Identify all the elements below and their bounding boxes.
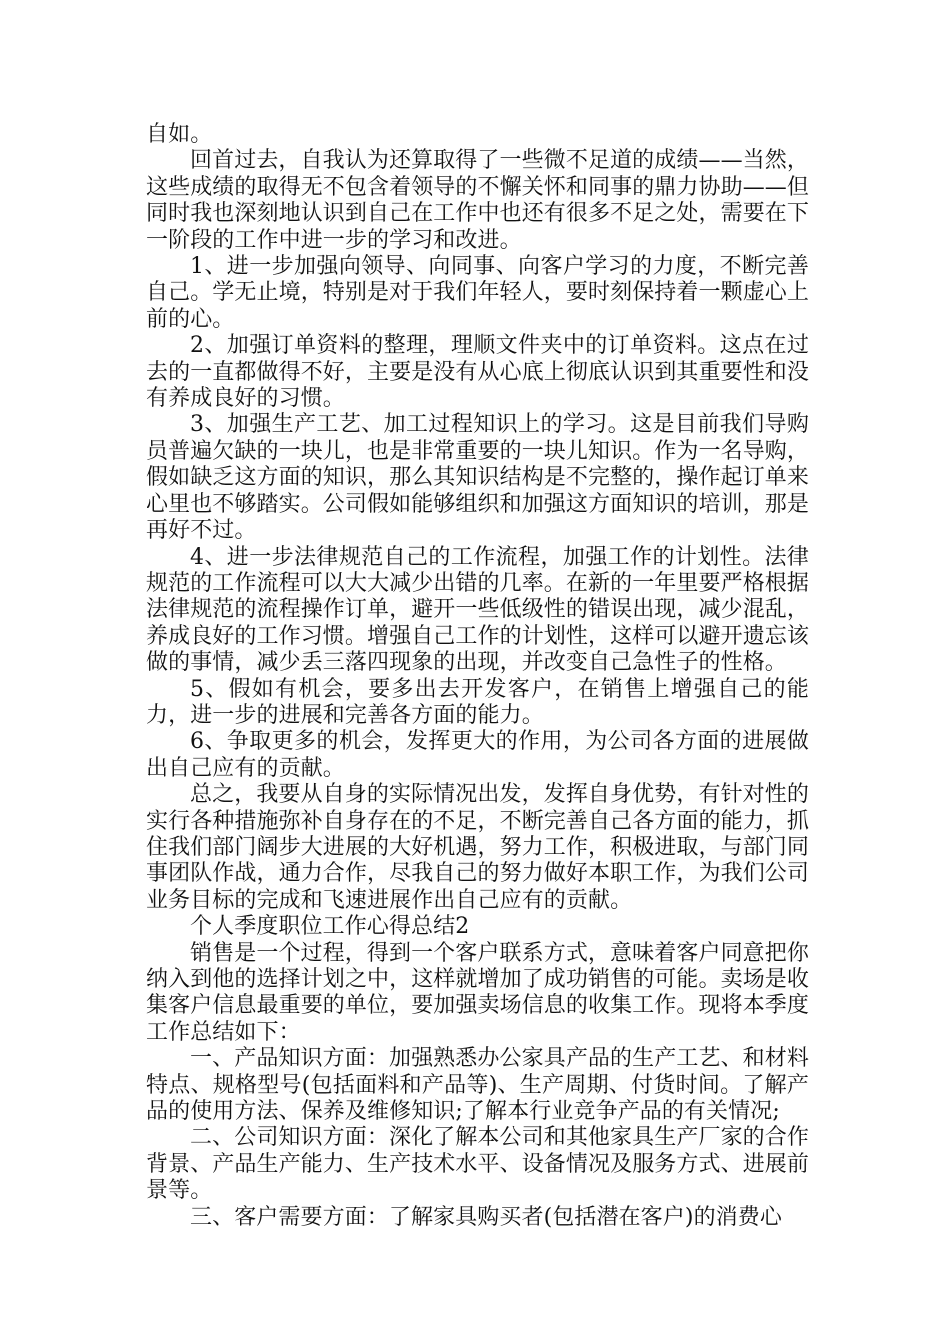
- paragraph-company-knowledge: 二、公司知识方面：深化了解本公司和其他家具生产厂家的合作背景、产品生产能力、生产技术水平、设备情况及服务方式、进展前景等。: [146, 1125, 810, 1204]
- paragraph-sales-intro: 销售是一个过程，得到一个客户联系方式，意味着客户同意把你纳入到他的选择计划之中，这样就增加了成功销售的可能。卖场是收集客户信息最重要的单位，要加强卖场信息的收集工作。现将本季度工作总结如下：: [146, 940, 810, 1045]
- paragraph-item-4: 4、进一步法律规范自己的工作流程，加强工作的计划性。法律规范的工作流程可以大大减少出错的几率。在新的一年里要严格根据法律规范的流程操作订单，避开一些低级性的错误出现，减少混乱，养成良好的工作习惯。增强自己工作的计划性，这样可以避开遗忘该做的事情，减少丢三落四现象的出现，并改变自己急性子的性格。: [146, 544, 810, 676]
- paragraph-item-3: 3、加强生产工艺、加工过程知识上的学习。这是目前我们导购员普遍欠缺的一块儿，也是非常重要的一块儿知识。作为一名导购，假如缺乏这方面的知识，那么其知识结构是不完整的，操作起订单来心里也不够踏实。公司假如能够组织和加强这方面知识的培训，那是再好不过。: [146, 412, 810, 544]
- section-heading: 个人季度职位工作心得总结2: [190, 914, 470, 940]
- paragraph-product-knowledge: 一、产品知识方面：加强熟悉办公家具产品的生产工艺、和材料特点、规格型号(包括面料和产品等)、生产周期、付货时间。了解产品的使用方法、保养及维修知识;了解本行业竞争产品的有关情况;: [146, 1046, 809, 1125]
- document-page: [146, 122, 809, 1231]
- paragraph-conclusion: 总之，我要从自身的实际情况出发，发挥自身优势，有针对性的实行各种措施弥补自身存在的不足，不断完善自己各方面的能力，抓住我们部门阔步大进展的大好机遇，努力工作，积极进取，与部门同事团队作战，通力合作，尽我自己的努力做好本职工作，为我们公司业务目标的完成和飞速进展作出自己应有的贡献。: [146, 782, 810, 913]
- paragraph-review: 回首过去，自我认为还算取得了一些微不足道的成绩——当然，这些成绩的取得无不包含着领导的不懈关怀和同事的鼎力协助——但同时我也深刻地认识到自己在工作中也还有很多不足之处，需要在下一阶段的工作中进一步的学习和改进。: [146, 148, 810, 253]
- paragraph-item-5: 5、假如有机会，要多出去开发客户，在销售上增强自己的能力，进一步的进展和完善各方面的能力。: [146, 676, 809, 728]
- paragraph-continuation: 自如。: [146, 122, 213, 147]
- paragraph-item-1: 1、进一步加强向领导、向同事、向客户学习的力度，不断完善自己。学无止境，特别是对于我们年轻人，要时刻保持着一颗虚心上前的心。: [146, 254, 810, 332]
- paragraph-item-6: 6、争取更多的机会，发挥更大的作用，为公司各方面的进展做出自己应有的贡献。: [146, 729, 809, 781]
- paragraph-customer-needs: 三、客户需要方面：了解家具购买者(包括潜在客户)的消费心: [190, 1204, 782, 1230]
- paragraph-item-2: 2、加强订单资料的整理，理顺文件夹中的订单资料。这点在过去的一直都做得不好，主要是没有从心底上彻底认识到其重要性和没有养成良好的习惯。: [146, 333, 810, 412]
